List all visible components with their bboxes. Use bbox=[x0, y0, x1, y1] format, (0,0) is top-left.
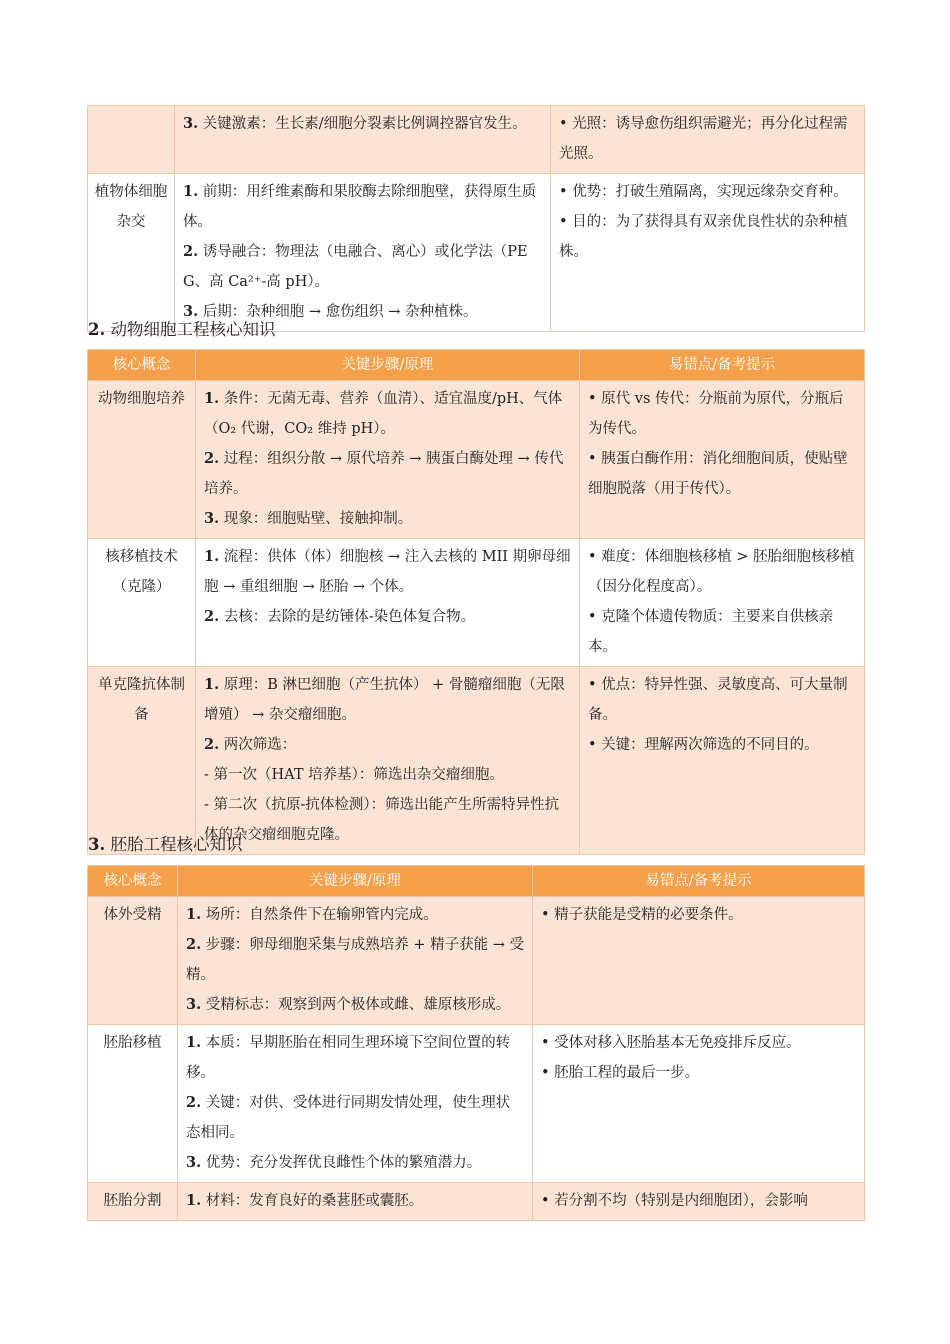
embryo-engineering-table bbox=[87, 865, 865, 1221]
step-line: 1. 条件：无菌无毒、营养（血清）、适宜温度/pH、气体（O₂ 代谢，CO₂ 维持 pH）。 bbox=[204, 390, 563, 437]
step-line: - 第一次（HAT 培养基）：筛选出杂交瘤细胞。 bbox=[204, 767, 504, 783]
header-tips: 易错点/备考提示 bbox=[580, 350, 865, 381]
step-line: - 第二次（抗原-抗体检测）：筛选出能产生所需特异性抗体的杂交瘤细胞克隆。 bbox=[204, 797, 560, 843]
table-row bbox=[88, 381, 865, 539]
step-line: 2. 过程：组织分散 → 原代培养 → 胰蛋白酶处理 → 传代培养。 bbox=[204, 450, 564, 497]
tip-line: • 目的：为了获得具有双亲优良性状的杂种植株。 bbox=[559, 214, 848, 260]
header-steps: 关键步骤/原理 bbox=[196, 350, 580, 381]
animal-cell-table bbox=[87, 349, 865, 855]
steps-cell bbox=[175, 106, 551, 174]
table-row bbox=[88, 667, 865, 855]
tips-cell bbox=[580, 539, 865, 667]
concept-cell: 核移植技术（克隆） bbox=[88, 539, 196, 667]
tip-line: • 胚胎工程的最后一步。 bbox=[541, 1065, 700, 1081]
tip-line: • 精子获能是受精的必要条件。 bbox=[541, 907, 743, 923]
step-line: 3. 关键激素：生长素/细胞分裂素比例调控器官发生。 bbox=[183, 115, 527, 132]
item-number: 2. bbox=[204, 736, 220, 753]
steps-cell bbox=[178, 897, 533, 1025]
steps-cell bbox=[175, 174, 551, 332]
item-number: 2. bbox=[204, 608, 220, 625]
step-line: 1. 场所：自然条件下在输卵管内完成。 bbox=[186, 906, 438, 923]
step-line: 2. 步骤：卵母细胞采集与成熟培养 + 精子获能 → 受精。 bbox=[186, 936, 524, 983]
item-number: 3. bbox=[204, 510, 220, 527]
tips-cell bbox=[551, 174, 865, 332]
tips-cell bbox=[580, 667, 865, 855]
header-tips: 易错点/备考提示 bbox=[533, 866, 865, 897]
tip-line: • 原代 vs 传代：分瓶前为原代，分瓶后为传代。 bbox=[588, 391, 844, 437]
step-line: 3. 现象：细胞贴壁、接触抑制。 bbox=[204, 510, 413, 527]
item-number: 1. bbox=[186, 1192, 202, 1209]
tip-line: • 优点：特异性强、灵敏度高、可大量制备。 bbox=[588, 677, 848, 723]
tip-line: • 难度：体细胞核移植 > 胚胎细胞核移植（因分化程度高）。 bbox=[588, 549, 855, 595]
plant-cell-table-continued bbox=[87, 105, 865, 332]
table-row bbox=[88, 174, 865, 332]
table-row bbox=[88, 1183, 865, 1221]
item-number: 1. bbox=[186, 1034, 202, 1051]
step-line: 1. 前期：用纤维素酶和果胶酶去除细胞壁，获得原生质体。 bbox=[183, 183, 537, 230]
concept-cell: 胚胎移植 bbox=[88, 1025, 178, 1183]
steps-cell bbox=[178, 1025, 533, 1183]
item-number: 1. bbox=[204, 548, 220, 565]
item-number: 3. bbox=[183, 115, 199, 132]
concept-cell bbox=[88, 106, 175, 174]
item-number: 1. bbox=[183, 183, 199, 200]
header-concept: 核心概念 bbox=[88, 350, 196, 381]
concept-cell: 单克隆抗体制备 bbox=[88, 667, 196, 855]
header-concept: 核心概念 bbox=[88, 866, 178, 897]
steps-cell bbox=[178, 1183, 533, 1221]
steps-cell bbox=[196, 667, 580, 855]
concept-cell: 植物体细胞杂交 bbox=[88, 174, 175, 332]
step-line: 3. 受精标志：观察到两个极体或雌、雄原核形成。 bbox=[186, 996, 511, 1013]
step-line: 1. 本质：早期胚胎在相同生理环境下空间位置的转移。 bbox=[186, 1034, 511, 1081]
tips-cell bbox=[533, 1025, 865, 1183]
table-row bbox=[88, 106, 865, 174]
item-number: 2. bbox=[204, 450, 220, 467]
tips-cell bbox=[533, 1183, 865, 1221]
item-number: 1. bbox=[204, 390, 220, 407]
steps-cell bbox=[196, 381, 580, 539]
step-line: 3. 优势：充分发挥优良雌性个体的繁殖潜力。 bbox=[186, 1154, 482, 1171]
tips-cell bbox=[580, 381, 865, 539]
step-line: 2. 去核：去除的是纺锤体-染色体复合物。 bbox=[204, 608, 476, 625]
item-number: 2. bbox=[183, 243, 199, 260]
concept-cell: 胚胎分割 bbox=[88, 1183, 178, 1221]
step-line: 1. 材料：发育良好的桑葚胚或囊胚。 bbox=[186, 1192, 424, 1209]
tip-line: • 受体对移入胚胎基本无免疫排斥反应。 bbox=[541, 1035, 801, 1051]
step-line: 2. 两次筛选： bbox=[204, 736, 297, 753]
tip-line: • 优势：打破生殖隔离，实现远缘杂交育种。 bbox=[559, 184, 848, 200]
step-line: 3. 后期：杂种细胞 → 愈伤组织 → 杂种植株。 bbox=[183, 303, 478, 320]
header-steps: 关键步骤/原理 bbox=[178, 866, 533, 897]
tips-cell bbox=[533, 897, 865, 1025]
item-number: 3. bbox=[186, 996, 202, 1013]
table-header-row bbox=[88, 350, 865, 381]
concept-cell: 体外受精 bbox=[88, 897, 178, 1025]
step-line: 1. 流程：供体（体）细胞核 → 注入去核的 MII 期卵母细胞 → 重组细胞 → 胚胎 → 个体。 bbox=[204, 548, 571, 595]
steps-cell bbox=[196, 539, 580, 667]
table-row bbox=[88, 539, 865, 667]
step-line: 1. 原理：B 淋巴细胞（产生抗体） + 骨髓瘤细胞（无限增殖） → 杂交瘤细胞。 bbox=[204, 676, 565, 723]
item-number: 1. bbox=[186, 906, 202, 923]
concept-cell: 动物细胞培养 bbox=[88, 381, 196, 539]
table-row bbox=[88, 1025, 865, 1183]
tip-line: • 克隆个体遗传物质：主要来自供核亲本。 bbox=[588, 609, 834, 655]
step-line: 2. 关键：对供、受体进行同期发情处理，使生理状态相同。 bbox=[186, 1094, 511, 1141]
tip-line: • 光照：诱导愈伤组织需避光；再分化过程需光照。 bbox=[559, 116, 848, 162]
item-number: 3. bbox=[183, 303, 199, 320]
table-row bbox=[88, 897, 865, 1025]
tip-line: • 关键：理解两次筛选的不同目的。 bbox=[588, 737, 819, 753]
table-header-row bbox=[88, 866, 865, 897]
item-number: 1. bbox=[204, 676, 220, 693]
section-heading-embryo: 3. 胚胎工程核心知识 bbox=[88, 835, 243, 854]
step-line: 2. 诱导融合：物理法（电融合、离心）或化学法（PEG、高 Ca²⁺-高 pH）。 bbox=[183, 243, 528, 290]
tip-line: • 若分割不均（特别是内细胞团），会影响 bbox=[541, 1193, 808, 1209]
item-number: 3. bbox=[186, 1154, 202, 1171]
tip-line: • 胰蛋白酶作用：消化细胞间质，使贴壁细胞脱落（用于传代）。 bbox=[588, 451, 848, 497]
tips-cell bbox=[551, 106, 865, 174]
item-number: 2. bbox=[186, 1094, 202, 1111]
item-number: 2. bbox=[186, 936, 202, 953]
section-heading-animal-cell: 2. 动物细胞工程核心知识 bbox=[88, 320, 276, 339]
